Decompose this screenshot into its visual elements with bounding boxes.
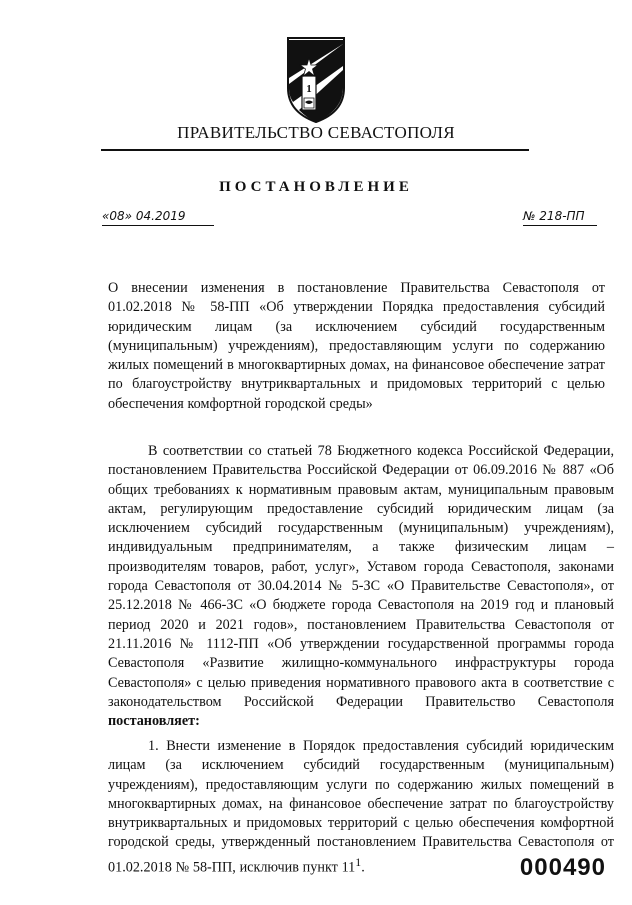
date-value: «08» 04.2019 (102, 209, 186, 223)
item-1-text: 1. Внести изменение в Порядок предоставления субсидий юридическим лицам (за исключением субсидий государственным (муниципальным) учреждениям), предоставляющим услуги по содержанию жилых помещений в многоквартирных домах, на финансовое обеспечение затрат по благоустройству внутриквартальных и придомовых территорий с целью обеспечения комфортной городской среды, утвержденный постановлением Правительства Севастополя от 01.02.2018 № 58-ПП, исключив пункт 11 (108, 738, 614, 876)
document-type: ПОСТАНОВЛЕНИЕ (219, 179, 413, 195)
resolves-word: постановляет: (108, 713, 200, 730)
preamble-paragraph: О внесении изменения в постановление Правительства Севастополя от 01.02.2018 № 58-ПП «Об утверждении Порядка предоставления субсидий юридическим лицам (за исключением субсидий государственным (муниципальным) учреждениям), предоставляющим услуги по содержанию жилых помещений в многоквартирных домах, на финансовое обеспечение затрат по благоустройству внутриквартальных и придомовых территорий с целью обеспечения комфортной городской среды» (108, 280, 605, 412)
number-value: № 218-ПП (523, 209, 585, 223)
header-divider (101, 149, 529, 151)
basis-text: В соответствии со статьей 78 Бюджетного кодекса Российской Федерации, постановлением Правительства Российской Федерации от 06.09.2016 № 887 «Об общих требованиях к нормативным правовым актам, муниципальным правовым актам, регулирующим предоставление субсидий юридическим лицам (за исключением субсидий государственным (муниципальным) учреждениям), индивидуальным предпринимателям, а также физическим лицам – производителям товаров, работ, услуг», Уставом города Севастополя, законами города Севастополя от 30.04.2014 № 5-ЗС «О Правительстве Севастополя», от 25.12.2018 № 466-ЗС «О бюджете города Севастополя на 2019 год и плановый период 2020 и 2021 годов», постановлением Правительства Севастополя от 21.11.2016 № 1112-ПП «Об утверждении государственной программы города Севастополя «Развитие жилищно-коммунального инфраструктуры города Севастополя» с целью приведения нормативного правового акта в соответствие с законодательством Российской Федерации Правительство Севастополя (108, 443, 614, 710)
item-1-end: . (361, 859, 365, 876)
number-field (523, 207, 597, 226)
basis-paragraph (108, 442, 614, 731)
serial-number: 000490 (519, 854, 606, 881)
item-1-superscript: 1 (355, 854, 362, 869)
date-field (102, 207, 214, 226)
svg-text:1: 1 (306, 83, 312, 95)
government-name: ПРАВИТЕЛЬСТВО СЕВАСТОПОЛЯ (177, 123, 455, 142)
